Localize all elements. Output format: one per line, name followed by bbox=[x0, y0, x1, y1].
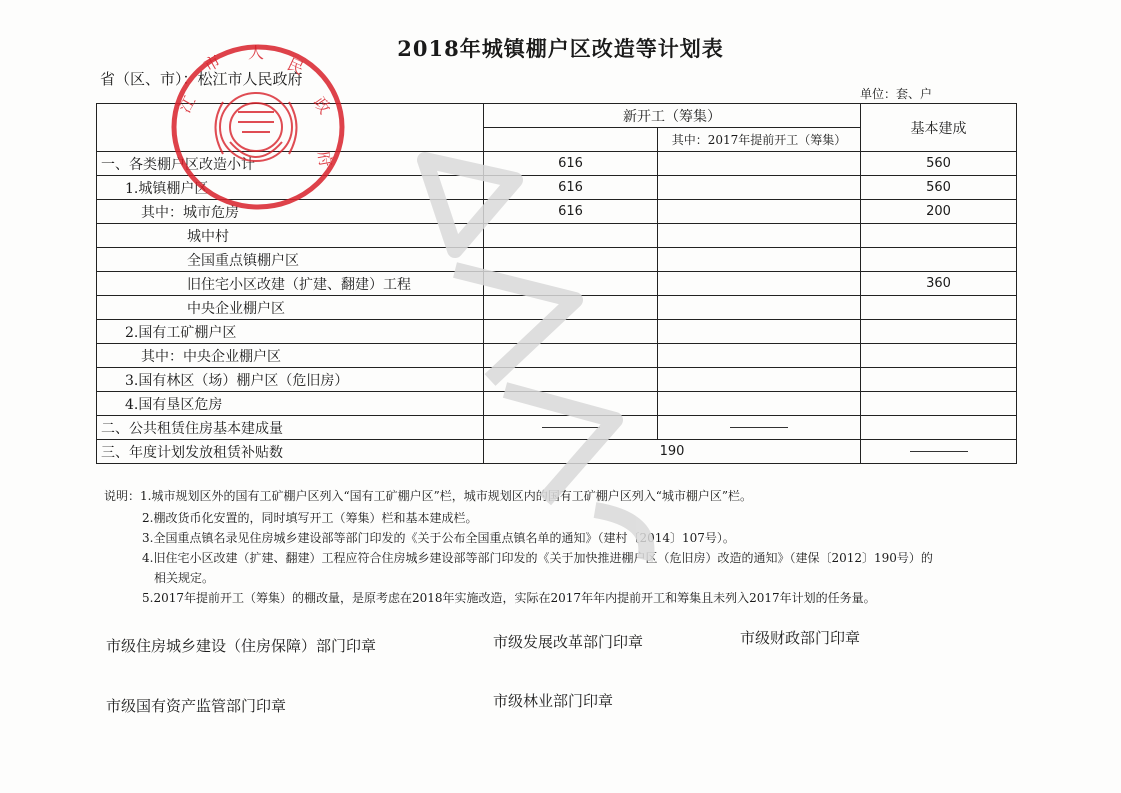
row-label: 3.国有林区（场）棚户区（危旧房） bbox=[97, 368, 484, 392]
cell-new bbox=[484, 320, 658, 344]
table-row bbox=[97, 416, 1017, 440]
cell-basic: 360 bbox=[861, 272, 1017, 296]
table-row bbox=[97, 392, 1017, 416]
row-label: 1.城镇棚户区 bbox=[97, 176, 484, 200]
cell-advance bbox=[658, 224, 861, 248]
cell-basic bbox=[861, 440, 1017, 464]
cell-basic: 200 bbox=[861, 200, 1017, 224]
dash-line bbox=[910, 451, 968, 452]
cell-new bbox=[484, 344, 658, 368]
cell-new: 616 bbox=[484, 176, 658, 200]
cell-new: 616 bbox=[484, 152, 658, 176]
cell-new bbox=[484, 392, 658, 416]
table-row bbox=[97, 176, 1017, 200]
province-line bbox=[100, 68, 303, 89]
svg-text:政: 政 bbox=[309, 93, 335, 118]
stamp-development: 市级发展改革部门印章 bbox=[493, 633, 644, 651]
cell-advance bbox=[658, 368, 861, 392]
cell-new bbox=[484, 416, 658, 440]
note-line: 相关规定。 bbox=[154, 571, 215, 585]
cell-basic bbox=[861, 248, 1017, 272]
row-label: 4.国有垦区危房 bbox=[97, 392, 484, 416]
note-line: 3.全国重点镇名录见住房城乡建设部等部门印发的《关于公布全国重点镇名单的通知》（建村〔2014〕107号）。 bbox=[142, 531, 735, 545]
cell-advance bbox=[658, 272, 861, 296]
cell-advance bbox=[658, 176, 861, 200]
cell-advance bbox=[658, 200, 861, 224]
cell-advance bbox=[658, 344, 861, 368]
cell-new bbox=[484, 248, 658, 272]
row-label: 三、年度计划发放租赁补贴数 bbox=[97, 440, 484, 464]
note-line: 说明：1.城市规划区外的国有工矿棚户区列入“国有工矿棚户区”栏，城市规划区内的国有工矿棚户区列入“城市棚户区”栏。 bbox=[104, 489, 752, 503]
row-label: 其中：城市危房 bbox=[97, 200, 484, 224]
province-label: 省（区、市）： bbox=[100, 70, 198, 88]
stamp-forestry: 市级林业部门印章 bbox=[493, 692, 614, 710]
note-line: 2.棚改货币化安置的，同时填写开工（筹集）栏和基本建成栏。 bbox=[142, 511, 478, 525]
cell-basic bbox=[861, 320, 1017, 344]
cell-basic bbox=[861, 344, 1017, 368]
table-row bbox=[97, 248, 1017, 272]
dash-line bbox=[542, 427, 600, 428]
cell-basic bbox=[861, 224, 1017, 248]
cell-advance bbox=[658, 296, 861, 320]
table-row bbox=[97, 224, 1017, 248]
table-row bbox=[97, 368, 1017, 392]
cell-advance bbox=[658, 416, 861, 440]
table-row bbox=[97, 200, 1017, 224]
cell-new bbox=[484, 272, 658, 296]
cell-new bbox=[484, 368, 658, 392]
page-title: 2018年城镇棚户区改造等计划表 bbox=[397, 36, 724, 61]
header-new-total bbox=[484, 128, 658, 152]
cell-basic bbox=[861, 368, 1017, 392]
header-basic: 基本建成 bbox=[861, 104, 1017, 152]
table-row bbox=[97, 152, 1017, 176]
note-line: 5.2017年提前开工（筹集）的棚改量，是原考虑在2018年实施改造，实际在2017年年内提前开工和筹集且未列入2017年计划的任务量。 bbox=[142, 591, 876, 605]
unit-label: 单位：套、户 bbox=[860, 87, 933, 101]
cell-basic: 560 bbox=[861, 176, 1017, 200]
cell-new: 616 bbox=[484, 200, 658, 224]
cell-basic: 560 bbox=[861, 152, 1017, 176]
table-row bbox=[97, 320, 1017, 344]
header-advance: 其中：2017年提前开工（筹集） bbox=[658, 128, 861, 152]
row-label: 全国重点镇棚户区 bbox=[97, 248, 484, 272]
cell-new bbox=[484, 296, 658, 320]
cell-advance bbox=[658, 152, 861, 176]
header-blank bbox=[97, 104, 484, 152]
table-row bbox=[97, 296, 1017, 320]
row-label: 二、公共租赁住房基本建成量 bbox=[97, 416, 484, 440]
row-label: 一、各类棚户区改造小计 bbox=[97, 152, 484, 176]
dash-line bbox=[730, 427, 788, 428]
svg-text:府: 府 bbox=[314, 149, 336, 169]
cell-basic bbox=[861, 392, 1017, 416]
svg-text:江: 江 bbox=[175, 92, 200, 116]
row-label: 2.国有工矿棚户区 bbox=[97, 320, 484, 344]
table-row bbox=[97, 344, 1017, 368]
table-row bbox=[97, 272, 1017, 296]
cell-basic bbox=[861, 416, 1017, 440]
row-label: 城中村 bbox=[97, 224, 484, 248]
note-line: 4.旧住宅小区改建（扩建、翻建）工程应符合住房城乡建设部等部门印发的《关于加快推进棚户区（危旧房）改造的通知》（建保〔2012〕190号）的 bbox=[142, 551, 933, 565]
header-new: 新开工（筹集） bbox=[484, 104, 861, 128]
row-label: 旧住宅小区改建（扩建、翻建）工程 bbox=[97, 272, 484, 296]
cell-new bbox=[484, 224, 658, 248]
header-row bbox=[97, 104, 1017, 128]
cell-advance bbox=[658, 248, 861, 272]
svg-text:人: 人 bbox=[248, 43, 265, 62]
svg-text:市: 市 bbox=[200, 51, 224, 76]
province-value: 松江市人民政府 bbox=[197, 70, 303, 88]
stamp-housing: 市级住房城乡建设（住房保障）部门印章 bbox=[106, 637, 377, 655]
cell-merged: 190 bbox=[484, 440, 861, 464]
cell-advance bbox=[658, 392, 861, 416]
row-label: 其中：中央企业棚户区 bbox=[97, 344, 484, 368]
cell-advance bbox=[658, 320, 861, 344]
row-label: 中央企业棚户区 bbox=[97, 296, 484, 320]
plan-table bbox=[96, 103, 1017, 464]
cell-basic bbox=[861, 296, 1017, 320]
stamp-finance: 市级财政部门印章 bbox=[740, 629, 861, 647]
stamp-assets: 市级国有资产监管部门印章 bbox=[106, 697, 287, 715]
table-row bbox=[97, 440, 1017, 464]
svg-text:民: 民 bbox=[284, 54, 307, 79]
